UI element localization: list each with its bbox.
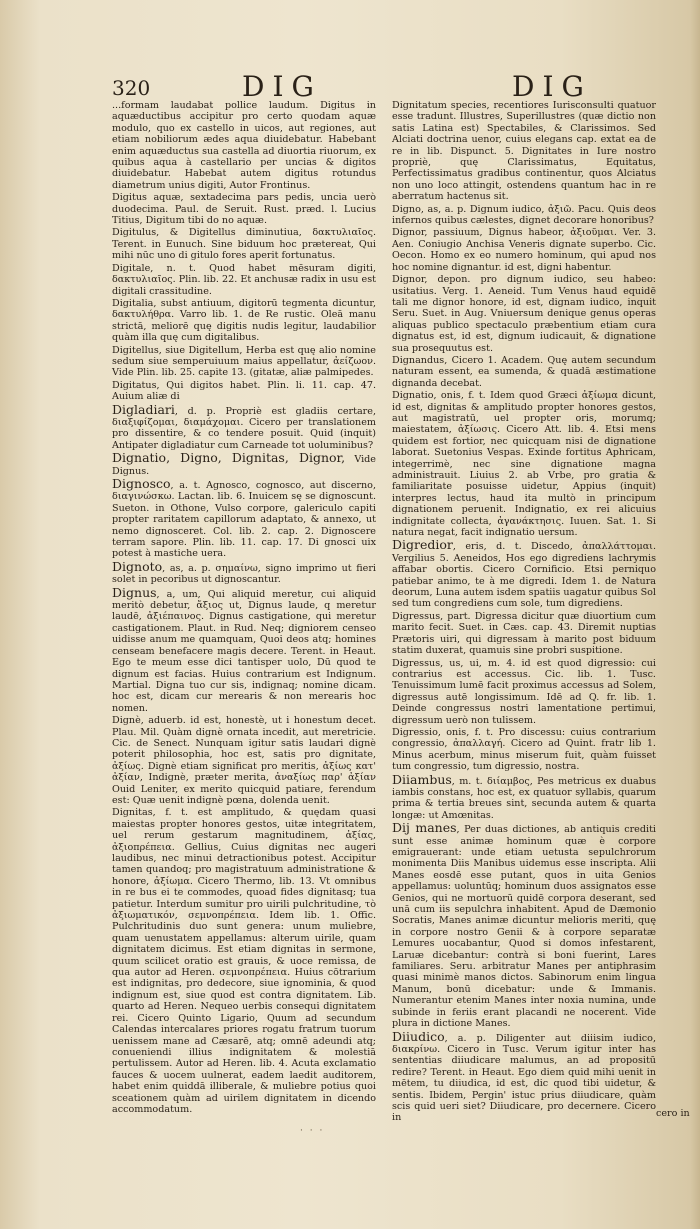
entry-text: Digitalia, subst antiuum, digitorū tegmenta dicuntur, δακτυλήθρα. Varro lib. 1. de Re rustic. Oleā manu strictā, meliorē quę digitis nudis legitur, laudabilior quàm illa quę cum digitalibus. — [112, 297, 376, 344]
dictionary-entry — [392, 227, 656, 273]
dictionary-entry — [112, 715, 376, 806]
entry-text: Digressus, part. Digressa dicitur quæ diuortium cum marito fecit. Suet. in Cæs. cap. 43. Diremit nuptias Prætoris uiri, qui digressam à marito post biduum statim duxerat, quamuis sine probri suspitione. — [392, 610, 656, 657]
dictionary-entry — [112, 558, 376, 586]
dictionary-entry — [112, 345, 376, 379]
entry-text: Digitatus, Qui digitos habet. Plin. li. 11. cap. 47. Auium aliæ di — [112, 379, 376, 403]
entry-text: Digitus aquæ, sextadecima pars pedis, uncia uerò duodecima. Paul. de Seruit. Rust. præd. l. Lucius Titius, Digitum tibi do no aquæ. — [112, 192, 376, 227]
dictionary-entry — [392, 539, 656, 609]
entry-text: , eris, d. t. Discedo, ἀπαλλάττομαι. Vergilius 5. Aeneidos, Hos ego digrediens lachrymis affabar obortis. Cicero Cornificio. Etsi perniquo patiebar animo, te à me digredi. Idem 1. de Natura deorum, Luna autem isdem spatiis uagatur quibus Sol sed tum congrediens cum sole, tum digrediens. — [392, 541, 656, 610]
running-head-right: DIG — [512, 70, 592, 103]
entry-text: , m. t. διίαμβος, Pes metricus ex duabus iambis constans, hoc est, ex quatuor syllabis, quarum prima & tertia breues sint, secunda autem & quarta longæ: ut Amœnitas. — [392, 775, 656, 821]
entry-text: Digitulus, & Digitellus diminutiua, δακτυλιαῖος. Terent. in Eunuch. Sine biduum hoc prætereat, Qui mihi nūc uno di gitulo fores aperit fortunatus. — [112, 227, 376, 262]
dictionary-entry — [392, 204, 656, 227]
entry-text: Digressus, us, ui, m. 4. id est quod digressio: cui contrarius est accessus. Cic. lib. 1. Tusc. Tenuissimum lumē facit proximus accessus ad Solem, digressus autē longissimum. Idē ad Q. fr. lib. 1. Deinde congressus nostri lamentatione pertimui, digressum uerò non tulissem. — [392, 657, 656, 726]
entry-headword: Digladiari — [112, 401, 175, 417]
dictionary-entry — [112, 807, 376, 1115]
dictionary-entry — [392, 822, 656, 1029]
dictionary-entry — [112, 192, 376, 226]
dictionary-entry — [392, 274, 656, 354]
dictionary-entry — [392, 727, 656, 773]
dictionary-entry — [392, 658, 656, 726]
dictionary-entry — [392, 100, 656, 203]
entry-text: Dignor, passiuum, Dignus habeor, ἀξιοῦμαι. Ver. 3. Aen. Coniugio Anchisa Veneris dignate superbo. Cic. Oecon. Homo ex eo numero hominum, qui apud nos hoc nomine dignantur. id est, digni habentur. — [392, 227, 656, 273]
entry-text: , a, um, Qui aliquid meretur, cui aliquid meritò debetur, ἄξιος ut, Dignus laude, q meretur laudē, ἀξιέπαινος. Dignus castigatione, qui meretur castigationem. Plaut. in Rud. Neq; digniorem censeo uidisse anum me quamquam, Quoi deos atq; homines censeam benefacere magis decere. Terent. in Heaut. Ego te meum esse dici tantisper uolo, Dū quod te dignum est facias. Huius contrarium est Indignum. Martial. Digna tuo cur sis, indignaq; nomine dicam. hoc est, dicam cur merearis & non merearis hoc nomen. — [112, 588, 376, 714]
entry-headword: Dignoto — [112, 558, 163, 574]
entry-text: Dignor, depon. pro dignum iudico, seu habeo: usitatius. Verg. 1. Aeneid. Tum Venus haud equidē tali me dignor honore, id est, dignam iudico, inquit Seru. Suet. in Aug. Vniuersum denique genus operas aliquas publico spectaculo præbentium etiam cura dignatus est, id est, dignum iudicauit, & dignatione sua prosequutus est. — [392, 274, 656, 354]
entry-headword: Diiudico — [392, 1028, 445, 1044]
catchword: cero in — [656, 1108, 690, 1119]
page-number: 320 — [112, 76, 151, 100]
dictionary-entry — [112, 100, 376, 191]
dictionary-entry — [112, 584, 376, 714]
dictionary-entry — [392, 771, 656, 822]
dictionary-entry — [112, 478, 376, 560]
dictionary-entry — [112, 298, 376, 344]
entry-text: Dignitatum species, recentiores Iurisconsulti quatuor esse tradunt. Illustres, Superillustres (quæ dictio non satis Latina est) Spectabiles, & Clarissimos. Sed Alciati doctrina uenor, cuius elegans cap. extat ea de re in lib. Dispunct. 5. Dignitates in Iure nostro propriè, quę Clarissimatus, Equitatus, Perfectissimatus gradibus continentur, quos Alciatus non uno loco attingit, ostendens quantum hac in re aberratum hactenus sit. — [392, 100, 656, 203]
dictionary-entry — [392, 1028, 656, 1124]
entry-headword: Dignosco — [112, 476, 171, 491]
entry-text: Digressio, onis, f. t. Pro discessu: cuius contrarium congressio, ἀπαλλαγή. Cicero ad Quint. fratr lib 1. Minus acerbum, minus miserum fuit, quàm fuisset tum congressio, tum digressio, nostra. — [392, 726, 656, 773]
entry-text: , Per duas dictiones, ab antiquis crediti sunt esse animæ hominum quæ è corpore emigrauerant: unde etiam uetusta sepulchrorum monimenta Diis Manibus uidemus esse inscripta. Alii Manes eosdē esse putant, quos in uita Genios appellamus: uoluntūq; hominum duos assignatos esse Genios, qui ne mortuorū quidē corpora deserant, sed unā cum iis sepulchra inhabitent. Apud de Dæmonio Socratis, Manes animæ dicuntur melioris meriti, quę in corpore nostro Genii & à corpore separatæ Lemures uocabantur, Quod si domos infestarent, Laruæ dicebantur: contrà si boni fuerint, Lares familiares. Seru. arbitratur Manes per antiphrasim quasi minimè manos dictos. Sabinorum enim lingua Manum, bonū dicebatur: unde & Immanis. Numerantur etenim Manes inter noxia numina, unde subinde in feriis erant placandi ne nocerent. Vide plura in dictione Manes. — [392, 824, 656, 1030]
entry-text: Digitale, n. t. Quod habet mēsuram digiti, δακτυλιαῖος. Plin. lib. 22. Et anchusæ radix in usu est digitali crassitudine. — [112, 262, 376, 297]
entry-text: Dignè, aduerb. id est, honestè, ut i honestum decet. Plau. Mil. Quàm dignè ornata incedit, aut meretricie. Cic. de Senect. Nunquam igitur satis laudari dignè poterit philosophia, hoc est, satis pro dignitate, ἀξίως. Dignè etiam significat pro meritis, ἀξίως κατ' ἀξίαν, Indignè, præter merita, ἀναξίως παρ' ἀξίαν Ouid Leniter, ex merito quicquid patiare, ferendum est: Quæ uenit indignè pœna, dolenda uenit. — [112, 715, 376, 806]
entry-headword: Dignus — [112, 584, 157, 600]
dictionary-entry — [392, 390, 656, 538]
entry-text: , as, a. p. σημαίνω, signo imprimo ut fieri solet in pecoribus ut dignoscantur. — [112, 562, 376, 586]
entry-text: Digno, as, a. p. Dignum iudico, ἀξιῶ. Pacu. Quis deos infernos quibus cælestes, dignet decorare honoribus? — [392, 203, 656, 227]
entry-headword: Dij manes — [392, 820, 457, 836]
entry-text: , a. t. Agnosco, cognosco, aut discerno, διαγινώσκω. Lactan. lib. 6. Inuicem sę se dignoscunt. Sueton. in Othone, Vulso corpore, galericulo capiti propter raritatem capillorum adaptato, & annexo, ut nemo dignosceret. Col. lib. 2. cap. 2. Dignoscere terram sapore. Plin. lib. 11. cap. 17. Di gnosci uix potest à mastiche uera. — [112, 480, 376, 560]
dictionary-entry — [392, 355, 656, 389]
dictionary-entry — [392, 611, 656, 657]
entry-text: Vide Dignus. — [112, 454, 376, 477]
dictionary-entry — [112, 380, 376, 403]
left-column — [112, 100, 376, 1116]
dictionary-entry — [112, 401, 376, 452]
entry-headword: Digredior — [392, 537, 453, 553]
entry-text: Dignitas, f. t. est amplitudo, & quędam quasi maiestas propter honores gestos, uitæ integritatem, uel rerum gestarum magnitudinem, ἀξίας, ἀξιοπρέπεια. Gellius, Cuius dignitas nec augeri laudibus, nec minui detractionibus potest. Accipitur tamen quandoq; pro magistratuum administratione & honore, ἀξίωμα. Cicero Thermo, lib. 13. Vt omnibus in re bus ei te commodes, quoad fides dignitasq; tua patietur. Interdum sumitur pro uirili pulchritudine, τὸ ἀξιωματικόν, σεμνοπρέπεια. Idem lib. 1. Offic. Pulchritudinis duo sunt genera: unum muliebre, quam uenustatem appellamus: alterum uirile, quam dignitatem dicimus. Est etiam dignitas in sermone, quum scilicet oratio est grauis, & uoce remissa, de qua autor ad Heren. σεμνοπρέπεια. Huius cōtrarium est indignitas, pro dedecore, siue ignominia, & quod indignum est, siue quod est contra dignitatem. Lib. quarto ad Heren. Nequeo uerbis consequi dignitatem rei. Cicero Quinto Ligario, Quum ad secundum Calendas intercalares priores rogatu fratrum tuorum uenissem mane ad Cæsarē, atq; omnē adeundi atq; conueniendi illius indignitatem & molestiā pertulissem. Autor ad Heren. lib. 4. Acuta exclamatio fauces & uocem uulnerat, eadem laedit auditorem, habet enim quiddā illiberale, & muliebre potius quoi sceationem quàm ad uirilem dignitatem in dicendo accommodatum. — [112, 807, 376, 1115]
entry-text: Dignatio, onis, f. t. Idem quod Græci ἀξίωμα dicunt, id est, dignitas & amplitudo propter honores gestos, aut magistratū, uel propter oris, morumq; maiestatem, ἀξίωσις. Cicero Att. lib. 4. Etsi mens quidem est fortior, nec quicquam nisi de dignatione laborat. Suetonius Vespas. Exinde fortitus Aphricam, integerrimè, nec sine dignatione magna administrauit. Liuius 2. ab Vrbe, pro gratia & familiaritate posuisse uidetur, Appius (inquit) interpres lectus, haud ita multò in principum dignationem peruenit. Indignatio, ex rei alicuius indignitate collecta, ἀγανάκτησις. Iuuen. Sat. 1. Si natura negat, facit indignatio uersum. — [392, 390, 656, 539]
entry-text: ...formam laudabat pollice laudum. Digitus in aquæductibus accipitur pro certo quodam aquæ modulo, quo ex castello in uicos, aut regiones, aut etiam nobiliorum ædes aqua diuidebatur. Habebant enim aquæductus sua castella ad diuortia riuorum, ex quibus aqua à castellario per uncias & digitos diuidebatur. Habebat autem digitus rotundus diametrum unius digiti, Autor Frontinus. — [112, 100, 376, 191]
dictionary-entry — [112, 452, 376, 477]
entry-headword: Dignatio, Digno, Dignitas, Dignor, — [112, 450, 346, 466]
page-header — [112, 70, 672, 103]
entry-text: , d. p. Propriè est gladiis certare, διαξιφίζομαι, διαμάχομαι. Cicero per translationem pro dissentire, & co tendere posuit. Quid (inquit) Antipater digladiatur cum Carneade tot uoluminibus? — [112, 405, 376, 451]
entry-headword: Diiambus — [392, 771, 452, 787]
entry-text: , a. p. Diligenter aut diiisim iudico, διακρίνω. Cicero in Tusc. Verum igitur inter has sententias diiudicare malumus, an ad propositū redire? Terent. in Heaut. Ego diem quid mihi uenit in mētem, tu diiudica, id est, dic quod tibi uidetur, & sentis. Ibidem, Pergin' istuc prius diiudicare, quàm scis quid ueri siet? Diiudicare, pro decernere. Cicero in — [392, 1032, 656, 1124]
entry-text: Digitellus, siue Digitellum, Herba est quę alio nomine sedum siue semperuiuum maius appellatur, ἀείζωον. Vide Plin. lib. 25. capite 13. (gitatæ, aliæ palmipedes. — [112, 344, 376, 379]
footer-ornament: · · · — [300, 1126, 325, 1136]
dictionary-entry — [112, 263, 376, 297]
entry-text: Dignandus, Cicero 1. Academ. Quę autem secundum naturam essent, ea sumenda, & quadā æstimatione dignanda decebat. — [392, 354, 656, 389]
running-head-left: DIG — [242, 70, 322, 103]
dictionary-entry — [112, 227, 376, 261]
right-column — [392, 100, 656, 1125]
